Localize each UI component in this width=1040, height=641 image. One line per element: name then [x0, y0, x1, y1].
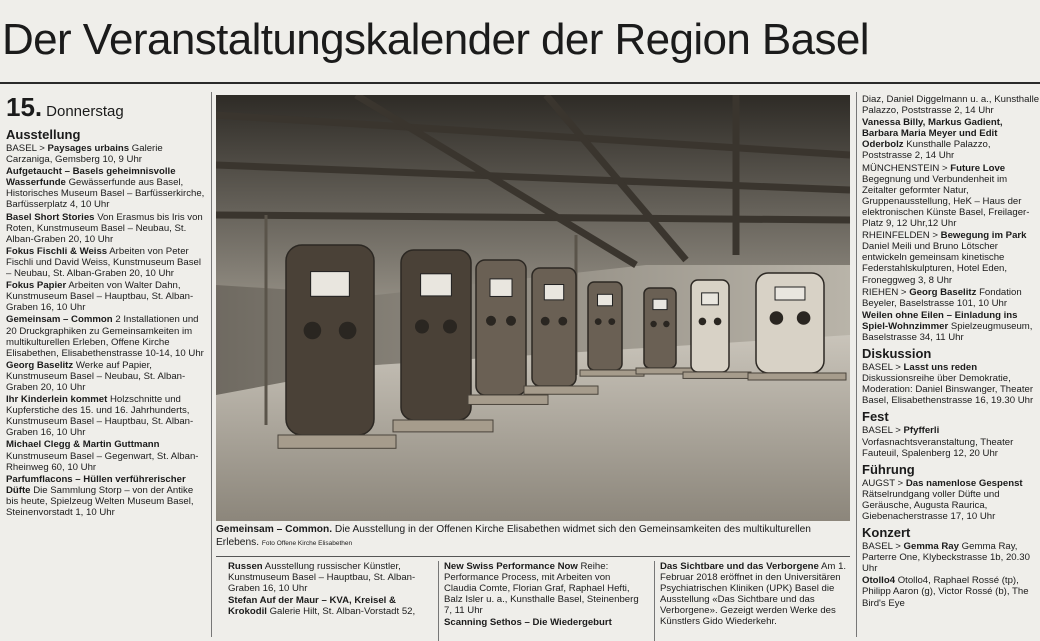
- event-entry: [862, 287, 1040, 309]
- event-entry: [862, 310, 1040, 343]
- event-title: Basel Short Stories: [6, 211, 95, 223]
- event-entry: [862, 478, 1040, 522]
- event-title: Pfyfferli: [903, 425, 940, 437]
- event-details: Werke auf Papier, Kunstmuseum Basel – Neubau, St. Alban-Graben 20, 10 Uhr: [6, 359, 186, 393]
- column-divider: [856, 92, 857, 637]
- event-details: Holzschnitte und Kupferstiche des 15. und 16. Jahrhunderts, Kunstmuseum Basel – Hauptbau, St. Alban-Graben 16, 10 Uhr: [6, 394, 194, 439]
- day-number: 15.: [6, 92, 43, 122]
- left-column: [6, 124, 208, 639]
- event-entry: [862, 575, 1040, 608]
- event-title: Fokus Papier: [6, 280, 67, 292]
- event-entry: [228, 595, 426, 617]
- event-details: Diskussionsreihe über Demokratie, Moderation: Daniel Binswanger, Theater Basel, Elisabethenstrasse 16, 19.30 Uhr: [862, 373, 1034, 407]
- event-title: Georg Baselitz: [6, 359, 74, 371]
- event-title: Weilen ohne Eilen – Einladung ins Spiel-Wohnzimmer: [862, 309, 1018, 332]
- event-title: Scanning Sethos – Die Wiedergeburt: [444, 617, 612, 629]
- event-details: Fondation Beyeler, Baselstrasse 101, 10 Uhr: [862, 286, 1022, 309]
- bottom-column-2: [444, 561, 642, 641]
- column-divider: [654, 561, 655, 641]
- section-heading: Führung: [862, 461, 915, 477]
- event-location: AUGST >: [862, 477, 904, 489]
- section-heading: Konzert: [862, 525, 911, 541]
- title-rule: [0, 82, 1040, 84]
- event-entry: [6, 143, 208, 165]
- event-entry: [6, 314, 208, 358]
- event-details: 2 Installationen und 20 Druckgraphiken zu Gemeinsamkeiten im multikulturellen Erleben, Offene Kirche Elisabethen, Elisabethenstrasse 10-14, 10 Uhr: [6, 314, 204, 359]
- event-entry: [660, 561, 850, 628]
- event-location: RHEINFELDEN >: [862, 230, 938, 242]
- event-title: Vanessa Billy, Markus Gadient, Barbara Maria Meyer und Edit Oderbolz: [862, 117, 1003, 151]
- event-details: Am 1. Februar 2018 eröffnet in den Universitären Psychiatrischen Kliniken (UPK) Basel die Ausstellung «Das Sichtbare und das Verborgene». Gezeigt werden Werke des Künstlers Gido Wiederkehr.: [660, 561, 847, 628]
- event-title: Aufgetaucht – Basels geheimnisvolle Wasserfunde: [6, 166, 176, 189]
- event-entry: [862, 163, 1040, 230]
- caption-rule: [216, 556, 850, 557]
- event-title: Lasst uns reden: [903, 362, 978, 374]
- event-entry: [862, 230, 1040, 285]
- page-title: Der Veranstaltungskalender der Region Basel: [2, 15, 869, 64]
- event-details: Galerie Hilt, St. Alban-Vorstadt 52,: [269, 606, 416, 618]
- event-title: Gemeinsam – Common: [6, 314, 113, 326]
- event-details: Daniel Meili und Bruno Lötscher entwickeln gemeinsam kinetische Federstahlskulpturen, Hotel Eden, Froneggweg 3, 8 Uhr: [862, 241, 1008, 286]
- event-entry: [6, 246, 208, 279]
- right-column: [862, 94, 1040, 641]
- event-continuation: [862, 94, 1040, 116]
- event-entry: [6, 439, 208, 472]
- event-entry: [862, 362, 1040, 406]
- event-title: Gemma Ray: [903, 541, 959, 553]
- event-details: Die Sammlung Storp – von der Antike bis heute, Spielzeug Welten Museum Basel, Steinenvorstadt 1, 10 Uhr: [6, 484, 194, 518]
- photo-caption: [216, 524, 850, 550]
- photo-credit: Foto Offene Kirche Elisabethen: [261, 539, 353, 547]
- event-location: BASEL >: [862, 541, 901, 553]
- event-title: Otollo4: [862, 575, 896, 587]
- event-location: RIEHEN >: [862, 286, 907, 298]
- event-location: MÜNCHENSTEIN >: [862, 162, 948, 174]
- photo-cinema-machines: [216, 95, 850, 521]
- event-entry: [444, 617, 642, 628]
- event-entry: [862, 541, 1040, 574]
- event-entry: [6, 166, 208, 210]
- section-heading: Diskussion: [862, 346, 932, 362]
- event-entry: [228, 561, 426, 594]
- event-details: Von Erasmus bis Iris von Roten, Kunstmuseum Basel – Neubau, St. Alban-Graben 20, 10 Uhr: [6, 211, 203, 245]
- event-details: Rätselrundgang voller Düfte und Geräusche, Augusta Raurica, Giebenacherstrasse 17, 10 Uhr: [862, 488, 1000, 522]
- bottom-column-3: [660, 561, 850, 641]
- event-details: Begegnung und Verbundenheit im Zeitalter geformter Natur, Gruppenausstellung, HeK – Haus der elektronischen Künste Basel, Freilager-Platz 9, 12 Uhr,12 Uhr: [862, 173, 1030, 230]
- event-title: Michael Clegg & Martin Guttmann: [6, 439, 160, 451]
- event-title: New Swiss Performance Now: [444, 561, 578, 572]
- event-details: Kunsthalle Palazzo, Poststrasse 2, 14 Uhr: [862, 139, 991, 162]
- event-details: Vorfasnachtsveranstaltung, Theater Fauteuil, Spalenberg 12, 20 Uhr: [862, 436, 1014, 459]
- event-entry: [6, 474, 208, 518]
- event-entry: [6, 280, 208, 313]
- event-title: Paysages urbains: [47, 143, 130, 154]
- day-name: Donnerstag: [46, 103, 124, 120]
- caption-text: Die Ausstellung in der Offenen Kirche Elisabethen widmet sich den Gemeinsamkeiten des multikulturellen Erlebens.: [216, 524, 811, 548]
- event-details: Spielzeugmuseum, Baselstrasse 34, 11 Uhr: [862, 320, 1033, 343]
- event-location: BASEL >: [862, 362, 901, 374]
- event-entry: [6, 394, 208, 438]
- event-details: Ausstellung russischer Künstler, Kunstmuseum Basel – Hauptbau, St. Alban-Graben 16, 10 Uhr: [228, 561, 416, 595]
- event-entry: [444, 561, 642, 616]
- event-photo: [216, 95, 850, 521]
- event-location: BASEL >: [862, 425, 901, 437]
- event-entry: [862, 117, 1040, 161]
- event-location: BASEL >: [6, 143, 45, 154]
- event-title: Ihr Kinderlein kommet: [6, 394, 108, 406]
- event-title: Stefan Auf der Maur – KVA, Kreisel & Krokodil: [228, 595, 396, 618]
- event-details: Arbeiten von Walter Dahn, Kunstmuseum Basel – Hauptbau, St. Alban-Graben 16, 10 Uhr: [6, 280, 194, 314]
- event-details: Galerie Carzaniga, Gemsberg 10, 9 Uhr: [6, 143, 163, 166]
- column-divider: [211, 92, 212, 637]
- event-title: Parfumflacons – Hüllen verführerischer Düfte: [6, 473, 186, 496]
- caption-title: Gemeinsam – Common.: [216, 524, 333, 535]
- text-line: Palazzo, Poststrasse 2, 14 Uhr: [862, 105, 994, 117]
- event-title: Georg Baselitz: [909, 286, 977, 298]
- bottom-column-1: [228, 561, 426, 641]
- event-details: Reihe: Performance Process, mit Arbeiten von Claudia Comte, Florian Graf, Raphael Hefti, Balz Isler u. a., Kunsthalle Basel, Steinenberg 7, 11 Uhr: [444, 561, 639, 617]
- event-entry: [6, 360, 208, 393]
- section-heading: Fest: [862, 409, 889, 425]
- event-title: Russen: [228, 561, 263, 572]
- column-divider: [438, 561, 439, 641]
- event-details: Arbeiten von Peter Fischli und David Weiss, Kunstmuseum Basel – Neubau, St. Alban-Graben 20, 10 Uhr: [6, 245, 201, 280]
- event-title: Future Love: [950, 162, 1006, 174]
- day-heading: [6, 92, 124, 123]
- text-line: Diaz, Daniel Diggelmann u. a., Kunsthalle: [862, 94, 1040, 105]
- event-entry: [6, 212, 208, 245]
- event-title: Das Sichtbare und das Verborgene: [660, 561, 819, 572]
- event-details: Otollo4, Raphael Rossé (tp), Philipp Aaron (g), Victor Rossé (b), The Bird's Eye: [862, 575, 1029, 609]
- event-details: Kunstmuseum Basel – Gegenwart, St. Alban-Rheinweg 60, 10 Uhr: [6, 450, 199, 473]
- event-details: Gewässerfunde aus Basel, Historisches Museum Basel – Barfüsserkirche, Barfüsserplatz 4, 10 Uhr: [6, 177, 205, 211]
- event-title: Bewegung im Park: [940, 230, 1027, 242]
- event-title: Fokus Fischli & Weiss: [6, 245, 108, 257]
- event-title: Das namenlose Gespenst: [905, 477, 1023, 489]
- event-details: Gemma Ray, Parterre One, Klybeckstrasse 1b, 20.30 Uhr: [862, 541, 1030, 575]
- event-entry: [862, 425, 1040, 458]
- section-heading: Ausstellung: [6, 127, 81, 142]
